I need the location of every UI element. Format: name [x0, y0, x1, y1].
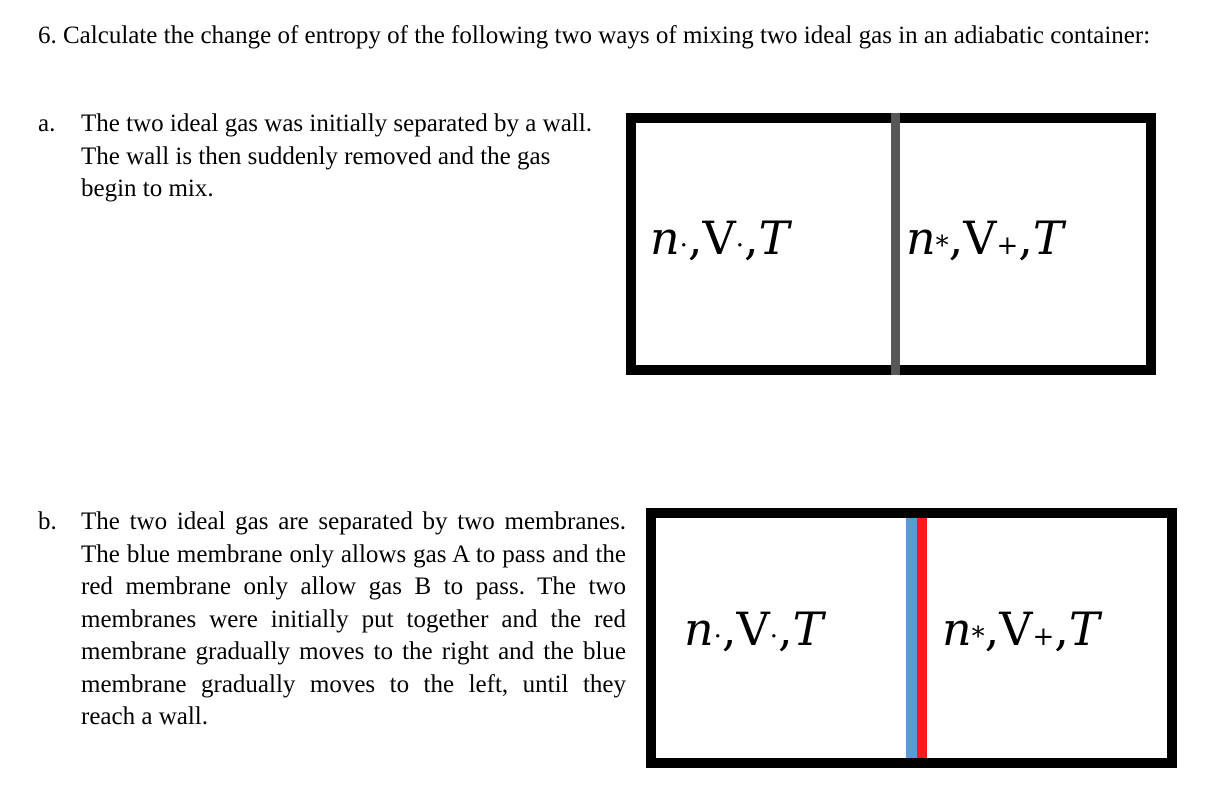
n-symbol: n [684, 602, 714, 656]
red-membrane [917, 518, 927, 758]
question-heading: 6. Calculate the change of entropy of the following two ways of mixing two ideal gas in an adiabatic container: [38, 22, 1151, 49]
v-symbol: V [702, 211, 736, 265]
separator: , [1018, 211, 1033, 265]
part-b [38, 506, 628, 776]
separator: , [721, 602, 737, 656]
t-symbol: T [792, 602, 824, 656]
separator: , [948, 211, 964, 265]
part-a [38, 108, 618, 218]
separator: , [687, 211, 703, 265]
v-subscript: + [996, 231, 1019, 261]
left-gas-label [650, 213, 789, 271]
container-diagram-a [626, 113, 1156, 375]
v-subscript: + [1032, 622, 1055, 652]
n-subscript: · [713, 622, 722, 652]
right-gas-label [906, 213, 1064, 271]
blue-membrane [906, 518, 917, 758]
v-subscript: · [735, 231, 745, 261]
n-subscript: * [971, 622, 985, 652]
n-symbol: n [906, 211, 936, 265]
part-b-marker: b. [38, 508, 57, 535]
t-symbol: T [1032, 211, 1064, 265]
separator: , [744, 211, 759, 265]
t-symbol: T [1068, 602, 1100, 656]
separator: , [984, 602, 1000, 656]
separating-wall [891, 113, 900, 375]
part-b-text: The two ideal gas are separated by two membranes. The blue membrane only allows gas A to pass and the red membrane only allow gas B to pass. The two membranes were initially put together and the red membrane gradually moves to the right and the blue membrane gradually moves to the left, until they reach a wall. [81, 508, 626, 730]
left-gas-label [684, 604, 823, 662]
n-symbol: n [942, 602, 972, 656]
v-symbol: V [999, 602, 1033, 656]
n-subscript: * [935, 231, 949, 261]
n-symbol: n [650, 211, 680, 265]
right-gas-label [942, 604, 1100, 662]
container-diagram-b [646, 508, 1177, 768]
n-subscript: · [679, 231, 688, 261]
part-a-text: The two ideal gas was initially separated by a wall. The wall is then suddenly removed and the gas begin to mix. [81, 110, 592, 202]
v-symbol: V [963, 211, 997, 265]
v-symbol: V [736, 602, 770, 656]
t-symbol: T [758, 211, 790, 265]
separator: , [1054, 602, 1069, 656]
separator: , [778, 602, 793, 656]
v-subscript: · [769, 622, 779, 652]
part-a-marker: a. [38, 110, 56, 137]
